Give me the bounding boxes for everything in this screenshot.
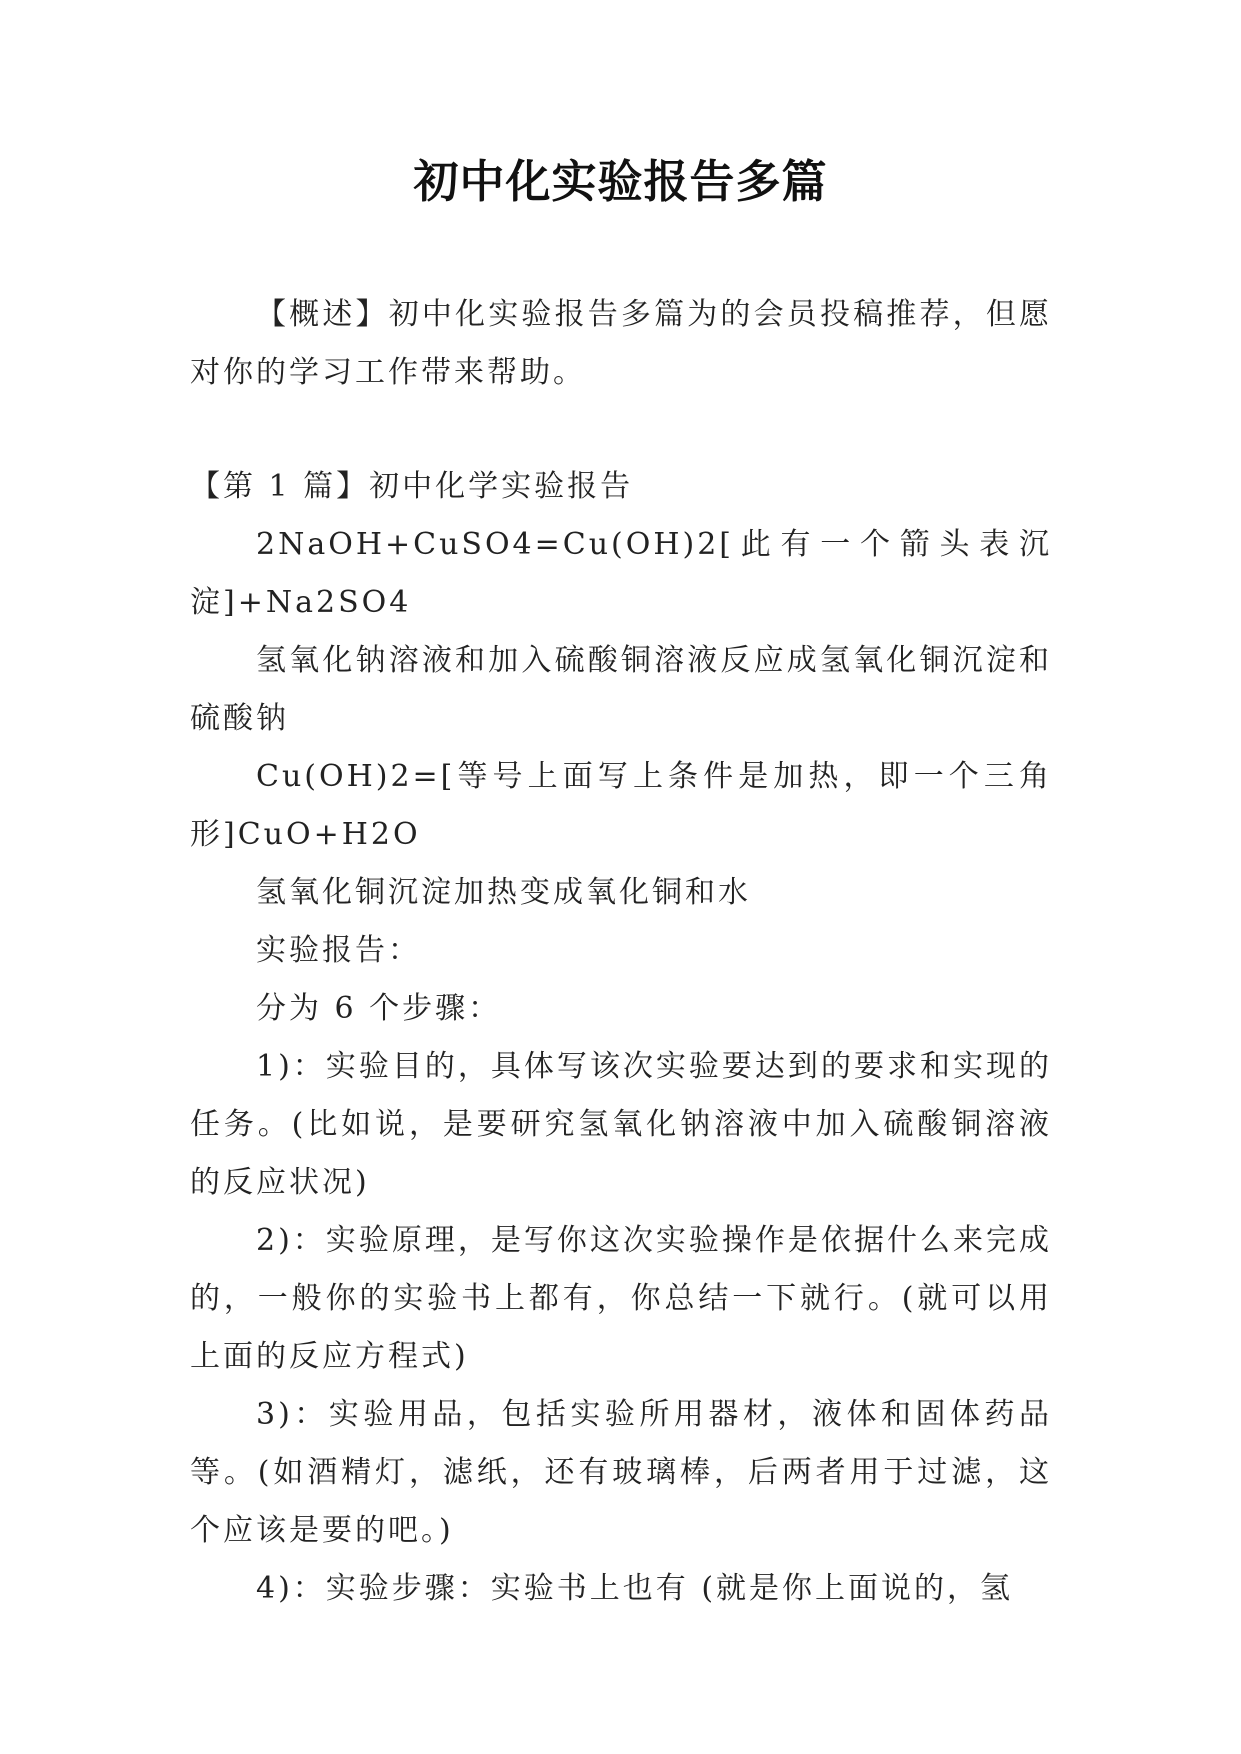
page-title: 初中化实验报告多篇: [413, 155, 828, 208]
document-body: [190, 286, 1052, 1618]
summary-paragraph: 【概述】初中化实验报告多篇为的会员投稿推荐，但愿对你的学习工作带来帮助。: [190, 297, 1052, 390]
step-item: 3)：实验用品，包括实验所用器材，液体和固体药品等。(如酒精灯，滤纸，还有玻璃棒，后两者用于过滤，这个应该是要的吧。): [190, 1397, 1052, 1548]
section-heading: 【第 1 篇】初中化学实验报告: [190, 469, 634, 504]
equation-paragraph: 2NaOH+CuSO4=Cu(OH)2[此有一个箭头表沉淀]+Na2SO4: [190, 527, 1052, 620]
step-item: 4)：实验步骤：实验书上也有 (就是你上面说的，氢: [256, 1571, 1014, 1606]
reaction-description: 氢氧化钠溶液和加入硫酸铜溶液反应成氢氧化铜沉淀和硫酸钠: [190, 643, 1052, 736]
reaction-description: 氢氧化铜沉淀加热变成氧化铜和水: [256, 875, 751, 910]
step-item: 2)：实验原理，是写你这次实验操作是依据什么来完成的，一般你的实验书上都有，你总结一下就行。(就可以用上面的反应方程式): [190, 1223, 1052, 1374]
step-item: 1)：实验目的，具体写该次实验要达到的要求和实现的任务。(比如说，是要研究氢氧化钠溶液中加入硫酸铜溶液的反应状况): [190, 1049, 1052, 1200]
report-label: 实验报告：: [256, 933, 421, 968]
steps-intro: 分为 6 个步骤：: [256, 991, 502, 1026]
section-spacer: [190, 402, 1052, 458]
equation-paragraph: Cu(OH)2=[等号上面写上条件是加热，即一个三角形]CuO+H2O: [190, 759, 1052, 852]
